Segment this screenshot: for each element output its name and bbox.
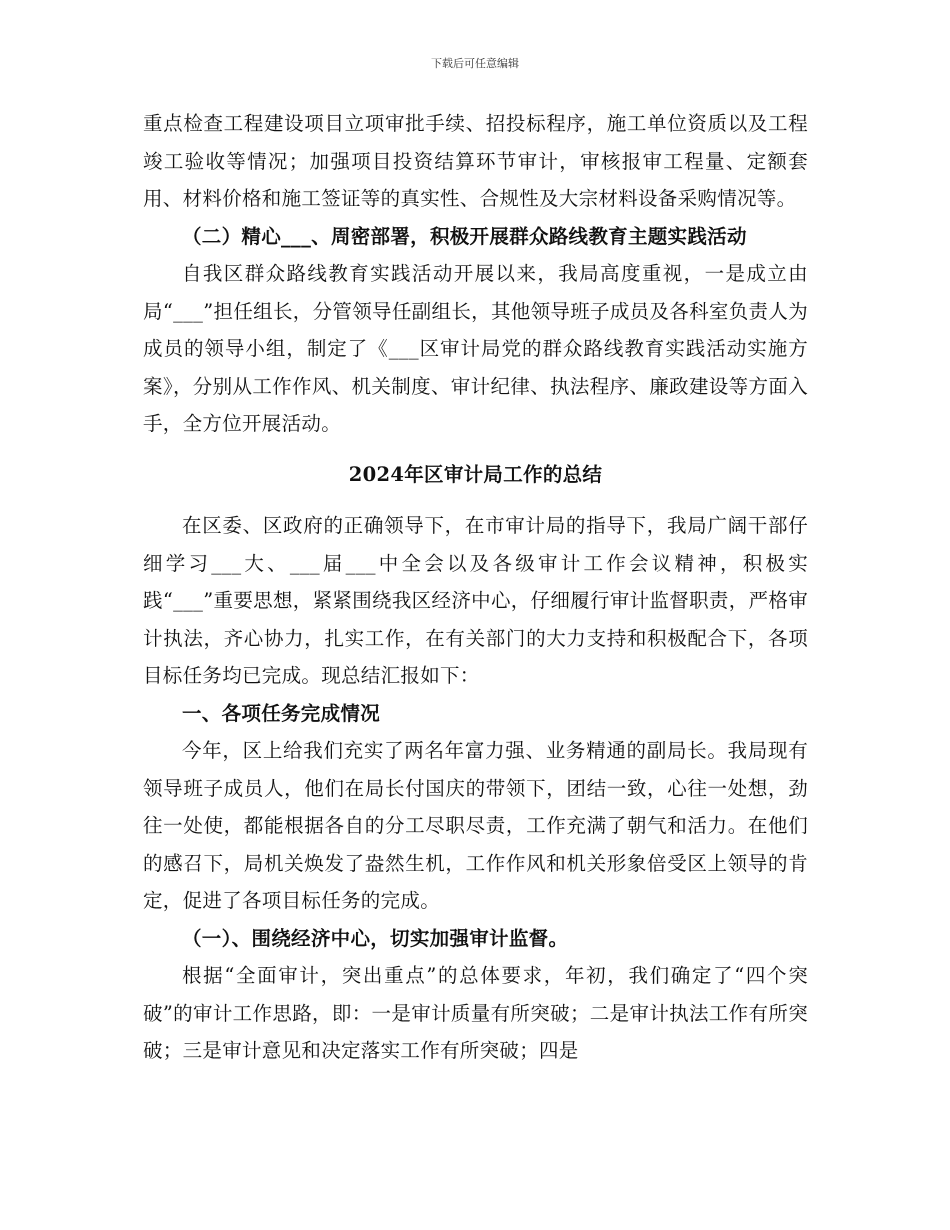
subheading-1: （一）、围绕经济中心，切实加强审计监督。 bbox=[182, 926, 569, 950]
page-header: 下载后可任意编辑 bbox=[431, 57, 519, 70]
section-heading: 一、各项任务完成情况 bbox=[182, 701, 381, 725]
paragraph-continued: 重点检查工程建设项目立项审批手续、招投标程序，施工单位资质以及工程竣工验收等情况；加强项目投资结算环节审计，审核报审工程量、定额套用、材料价格和施工签证等的真实性、合规性及大宗材料设备采购情况等。 bbox=[143, 112, 808, 210]
document-body bbox=[143, 105, 808, 1070]
document-title: 2024年区审计局工作的总结 bbox=[348, 462, 603, 486]
subheading-2: （二）精心___、周密部署，积极开展群众路线教育主题实践活动 bbox=[182, 224, 747, 248]
paragraph: 在区委、区政府的正确领导下，在市审计局的指导下，我局广阔干部仔细学习___大、___届___中全会以及各级审计工作会议精神，积极实践“___”重要思想，紧紧围绕我区经济中心，仔细履行审计监督职责，严格审计执法，齐心协力，扎实工作，在有关部门的大力支持和积极配合下，各项目标任务均已完成。现总结汇报如下： bbox=[143, 514, 808, 687]
paragraph: 今年，区上给我们充实了两名年富力强、业务精通的副局长。我局现有领导班子成员人，他们在局长付国庆的带领下，团结一致，心往一处想，劲往一处使，都能根据各自的分工尽职尽责，工作充满了朝气和活力。在他们的感召下，局机关焕发了盎然生机，工作作风和机关形象倍受区上领导的肯定，促进了各项目标任务的完成。 bbox=[143, 739, 808, 912]
paragraph: 自我区群众路线教育实践活动开展以来，我局高度重视，一是成立由局“___”担任组长，分管领导任副组长，其他领导班子成员及各科室负责人为成员的领导小组，制定了《___区审计局党的群众路线教育实践活动实施方案》，分别从工作作风、机关制度、审计纪律、执法程序、廉政建设等方面入手，全方位开展活动。 bbox=[143, 262, 808, 435]
paragraph: 根据“全面审计，突出重点”的总体要求，年初，我们确定了“四个突破”的审计工作思路，即：一是审计质量有所突破；二是审计执法工作有所突破；三是审计意见和决定落实工作有所突破；四是 bbox=[143, 964, 808, 1062]
